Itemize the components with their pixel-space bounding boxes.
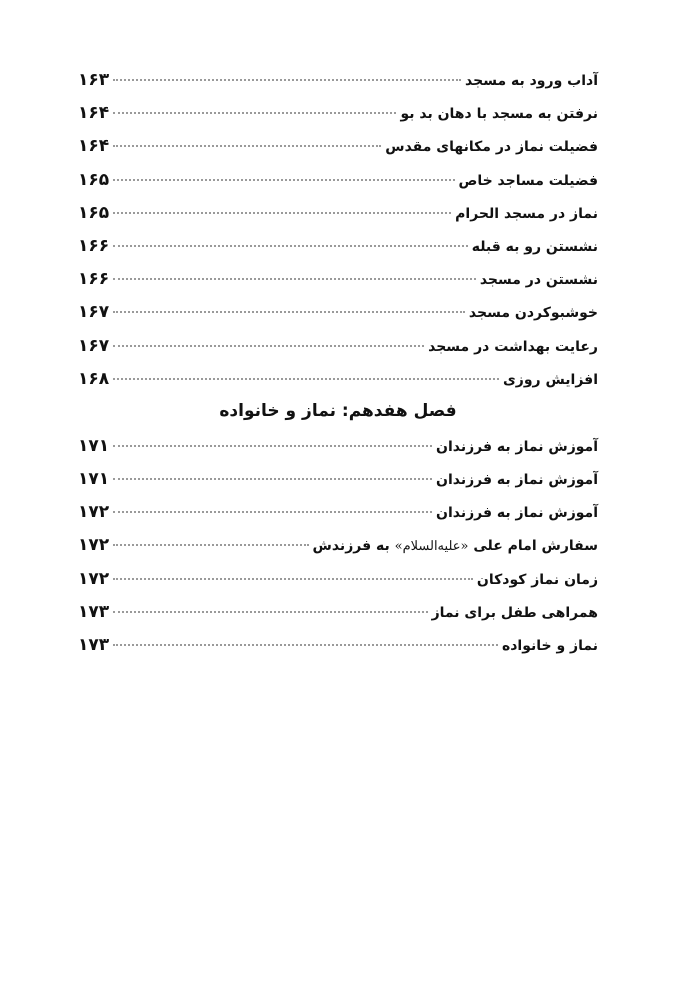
toc-row[interactable] (78, 197, 598, 230)
toc-page-number: ۱۶۵ (78, 202, 110, 223)
toc-entry-title-part: به فرزندش (312, 538, 395, 555)
dot-leader (113, 445, 432, 447)
toc-entry-title: نماز و خانواده (501, 638, 598, 654)
toc-entry-title: آموزش نماز به فرزندان (436, 438, 598, 455)
toc-page-number: ۱۶۵ (78, 169, 110, 190)
dot-leader (113, 112, 396, 114)
toc-entry-title: خوشبوکردن مسجد (468, 305, 598, 322)
toc-row[interactable] (78, 296, 598, 329)
toc-row[interactable] (78, 164, 598, 197)
dot-leader (113, 578, 473, 580)
toc-page-number: ۱۶۶ (78, 235, 110, 256)
dot-leader (113, 212, 451, 214)
toc-row[interactable] (78, 430, 598, 463)
toc-page-number: ۱۶۶ (78, 269, 110, 290)
dot-leader (113, 378, 499, 380)
chapter-heading[interactable]: فصل هفدهم: نماز و خانواده (219, 400, 457, 421)
toc-entry-title: نشستن رو به قبله (471, 238, 598, 255)
dot-leader (113, 345, 424, 347)
toc-page-number: ۱۷۲ (78, 502, 110, 523)
toc-row[interactable] (78, 363, 598, 396)
toc-row[interactable] (78, 596, 598, 629)
toc-page-number: ۱۶۴ (78, 136, 110, 157)
dot-leader (113, 245, 468, 247)
table-of-contents (78, 64, 598, 662)
toc-page-number: ۱۶۷ (78, 335, 110, 356)
toc-row[interactable] (78, 130, 598, 163)
dot-leader (113, 79, 461, 81)
dot-leader (113, 278, 476, 280)
toc-row[interactable] (78, 496, 598, 529)
toc-row[interactable] (78, 529, 598, 562)
toc-page-number: ۱۷۲ (78, 568, 110, 589)
dot-leader (113, 611, 427, 613)
toc-entry-title: فضیلت مساجد خاص (458, 172, 598, 189)
toc-entry-title: نرفتن به مسجد با دهان بد بو (400, 106, 598, 123)
toc-page-number: ۱۶۴ (78, 103, 110, 124)
toc-row[interactable] (78, 97, 598, 130)
toc-row[interactable] (78, 330, 598, 363)
dot-leader (113, 478, 432, 480)
toc-entry-title: افزایش روزی (502, 371, 598, 388)
toc-row[interactable] (78, 629, 598, 662)
toc-entry-title: رعایت بهداشت در مسجد (428, 338, 598, 355)
toc-row[interactable] (78, 263, 598, 296)
toc-row[interactable] (78, 230, 598, 263)
toc-row[interactable] (78, 64, 598, 97)
dot-leader (113, 544, 308, 546)
toc-page-number: ۱۷۲ (78, 535, 110, 556)
dot-leader (113, 644, 498, 646)
toc-page-number: ۱۷۱ (78, 435, 110, 456)
toc-entry-title: آموزش نماز به فرزندان (436, 505, 598, 522)
toc-entry-title: آموزش نماز به فرزندان (436, 472, 598, 489)
toc-entry-title: آداب ورود به مسجد (465, 73, 598, 89)
dot-leader (113, 179, 454, 181)
toc-page-number: ۱۶۷ (78, 302, 110, 323)
dot-leader (113, 145, 381, 147)
toc-entry-title: نماز در مسجد الحرام (455, 205, 598, 222)
toc-entry-title-part: سفارش امام علی (468, 538, 598, 555)
honorific-glyph: «علیه‌السلام» (394, 539, 469, 555)
toc-entry-title: زمان نماز کودکان (476, 571, 598, 588)
toc-page-number: ۱۶۸ (78, 368, 110, 389)
toc-row[interactable] (78, 563, 598, 596)
toc-page-number: ۱۷۱ (78, 469, 110, 490)
toc-entry-title: نشستن در مسجد (479, 272, 598, 289)
toc-page-number: ۱۷۳ (78, 601, 110, 622)
toc-page-number: ۱۶۳ (78, 70, 110, 90)
dot-leader (113, 311, 465, 313)
toc-page-number: ۱۷۳ (78, 635, 110, 655)
toc-entry-title: فضیلت نماز در مکانهای مقدس (385, 139, 598, 156)
dot-leader (113, 511, 432, 513)
toc-row[interactable] (78, 463, 598, 496)
toc-entry-title (313, 530, 598, 563)
toc-entry-title: همراهی طفل برای نماز (431, 604, 598, 621)
